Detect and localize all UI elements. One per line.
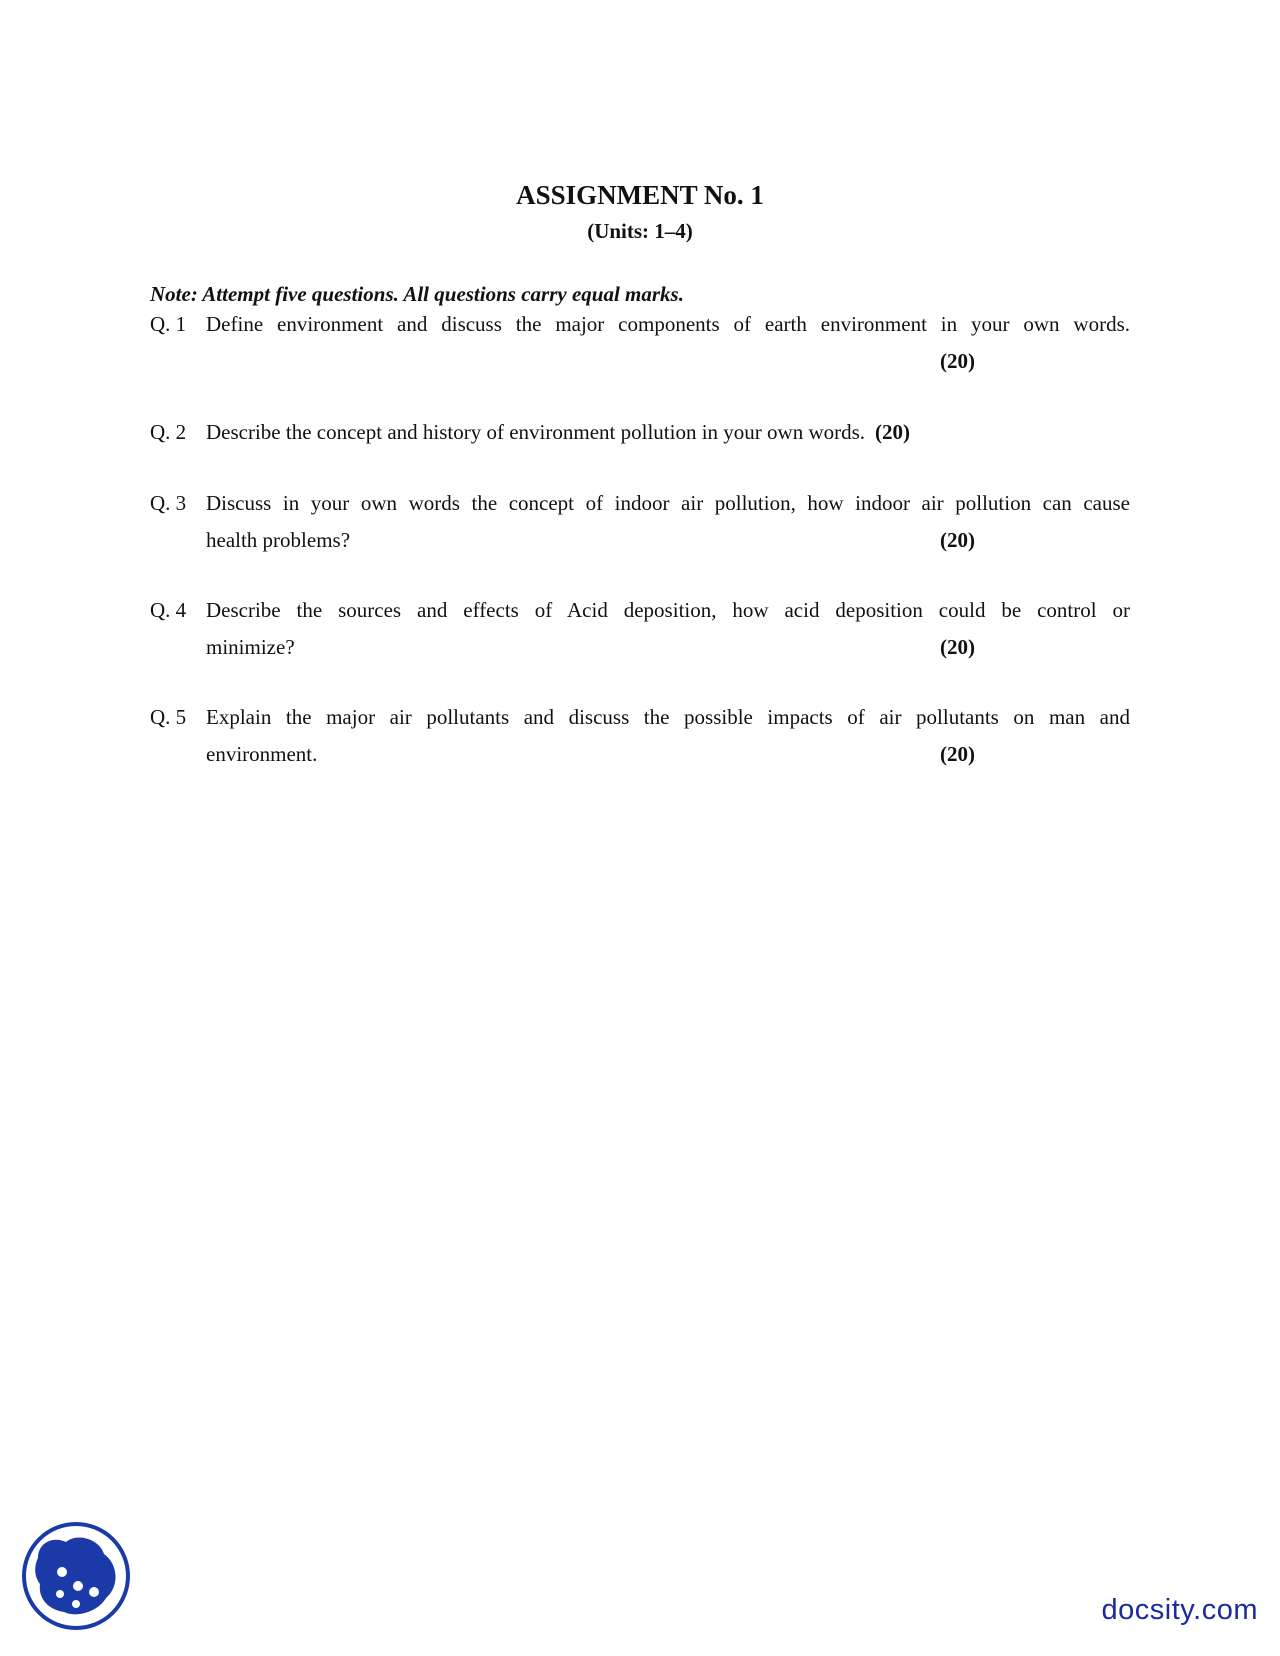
question-text-line-2: health problems? bbox=[206, 528, 351, 552]
question-number: Q. 1 bbox=[150, 312, 187, 336]
question-text: Describe the concept and history of environment pollution in your own words. bbox=[206, 420, 866, 444]
question-marks: (20) bbox=[940, 742, 975, 766]
instructions-note: Note: Attempt five questions. All questions carry equal marks. bbox=[150, 282, 684, 306]
question-number: Q. 4 bbox=[150, 598, 187, 622]
question-marks: (20) bbox=[875, 420, 911, 444]
question-text-line-2: environment. bbox=[206, 742, 318, 766]
assignment-title: ASSIGNMENT No. 1 bbox=[516, 180, 764, 210]
question-text-line-1: Discuss in your own words the concept of indoor air pollution, how indoor air pollution can cause bbox=[206, 491, 1130, 515]
question-marks: (20) bbox=[940, 528, 975, 552]
question-number: Q. 3 bbox=[150, 491, 187, 515]
question-text: Define environment and discuss the major components of earth environment in your own words. bbox=[206, 312, 1130, 336]
question-number: Q. 2 bbox=[150, 420, 187, 444]
question-number: Q. 5 bbox=[150, 705, 187, 729]
question-text-line-2: minimize? bbox=[206, 635, 295, 659]
question-marks: (20) bbox=[940, 635, 975, 659]
question-text-line-1: Describe the sources and effects of Acid deposition, how acid deposition could be control or bbox=[206, 598, 1130, 622]
assignment-units: (Units: 1–4) bbox=[587, 219, 693, 243]
question-text-line-1: Explain the major air pollutants and discuss the possible impacts of air pollutants on man and bbox=[206, 705, 1130, 729]
docsity-brand-link[interactable]: docsity.com bbox=[1101, 1594, 1258, 1626]
question-marks: (20) bbox=[940, 349, 975, 373]
docsity-logo-icon[interactable] bbox=[20, 1520, 132, 1632]
